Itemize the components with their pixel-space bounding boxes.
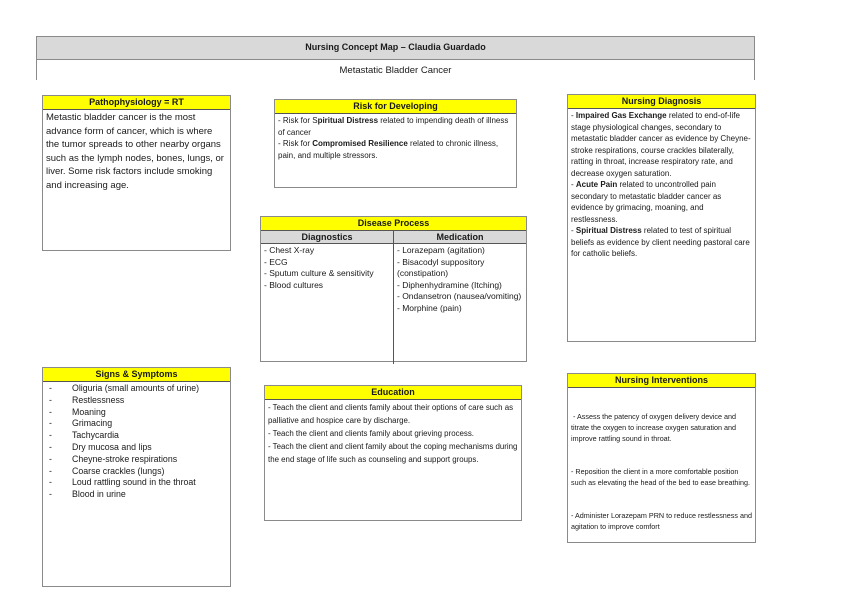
medication-column-header: Medication [394,231,527,244]
education-item: - Teach the client and client family about the coping mechanisms during the end stage of life such as counseling and support groups. [268,442,518,464]
symptom-item: - Tachycardia [43,430,230,442]
intervention-item: - Reposition the client in a more comfortable position such as elevating the head of the bed to ease breathing. [571,467,751,487]
pathophysiology-header: Pathophysiology = RT [43,96,230,110]
diagnosis-item: - Spiritual Distress related to test of spiritual beliefs as evidence by client needing pastoral care for catholic beliefs. [571,226,750,258]
pathophysiology-text: Metastic bladder cancer is the most advance form of cancer, which is where the tumor spreads to other nearby organs such as the lymph nodes, bones, lungs, or liver. Some risk factors include smoking and increasing age. [46,112,224,191]
risk-item: - Risk for Spiritual Distress related to impending death of illness of cancer [278,116,509,137]
disease-process-table [261,231,526,364]
symptom-item: - Restlessness [43,395,230,407]
symptom-item: - Grimacing [43,418,230,430]
diagnosis-item: - Acute Pain related to uncontrolled pain secondary to metastatic bladder cancer as evidence by grimacing, moaning, and restlessness. [571,180,722,224]
education-header: Education [265,386,521,400]
risk-header: Risk for Developing [275,100,516,114]
diagnostic-item: - ECG [264,256,288,267]
symptom-item: - Cheyne-stroke respirations [43,454,230,466]
nursing-diagnosis-header: Nursing Diagnosis [568,95,755,109]
signs-symptoms-card [42,367,231,587]
education-card [264,385,522,521]
nursing-interventions-card [567,373,756,543]
intervention-item: - Assess the patency of oxygen delivery device and titrate the oxygen to increase oxygen saturation and improve rattling sound in throat. [571,412,739,443]
title-block [36,36,755,80]
document-title: Nursing Concept Map – Claudia Guardado [37,37,754,60]
medication-item: - Morphine (pain) [397,302,462,313]
medication-item: - Lorazepam (agitation) [397,245,485,255]
symptoms-list [43,382,230,501]
pathophysiology-card [42,95,231,251]
nursing-diagnosis-card [567,94,756,342]
disease-process-card [260,216,527,362]
symptom-item: - Coarse crackles (lungs) [43,466,230,478]
symptom-item: - Blood in urine [43,489,230,501]
intervention-item: - Administer Lorazepam PRN to reduce restlessness and agitation to improve comfort [571,511,754,531]
medication-item: - Diphenhydramine (Itching) [397,279,502,290]
medication-item: - Bisacodyl suppository (constipation) [397,256,485,278]
risk-item: - Risk for Compromised Resilience related to chronic illness, pain, and multiple stressors. [278,139,499,160]
signs-symptoms-header: Signs & Symptoms [43,368,230,382]
medication-list [394,244,527,365]
medication-item: - Ondansetron (nausea/vomiting) [397,291,522,301]
symptom-item: - Oliguria (small amounts of urine) [43,383,230,395]
nursing-interventions-header: Nursing Interventions [568,374,755,388]
diagnosis-item: - Impaired Gas Exchange related to end-of-life stage physiological changes, secondary to metastatic bladder cancer as evidence by Cheyne-stroke respirations, course crackles bilaterally, ratting in throat, increase respiratory rate, and decrease oxygen saturation. [571,111,751,178]
risk-card [274,99,517,188]
diagnostics-column-header: Diagnostics [261,231,394,244]
symptom-item: - Loud rattling sound in the throat [43,477,230,489]
diagnostic-item: - Chest X-ray [264,245,315,255]
education-item: - Teach the client and clients family about grieving process. [268,429,474,438]
symptom-item: - Dry mucosa and lips [43,442,230,454]
symptom-item: - Moaning [43,407,230,419]
diagnostic-item: - Blood cultures [264,279,324,290]
education-item: - Teach the client and clients family about their options of care such as palliative and hospice care by discharge. [268,403,514,425]
diagnostics-list [261,244,394,365]
disease-process-header: Disease Process [261,217,526,231]
document-subtitle: Metastatic Bladder Cancer [37,60,754,81]
diagnostic-item: - Sputum culture & sensitivity [264,268,374,278]
